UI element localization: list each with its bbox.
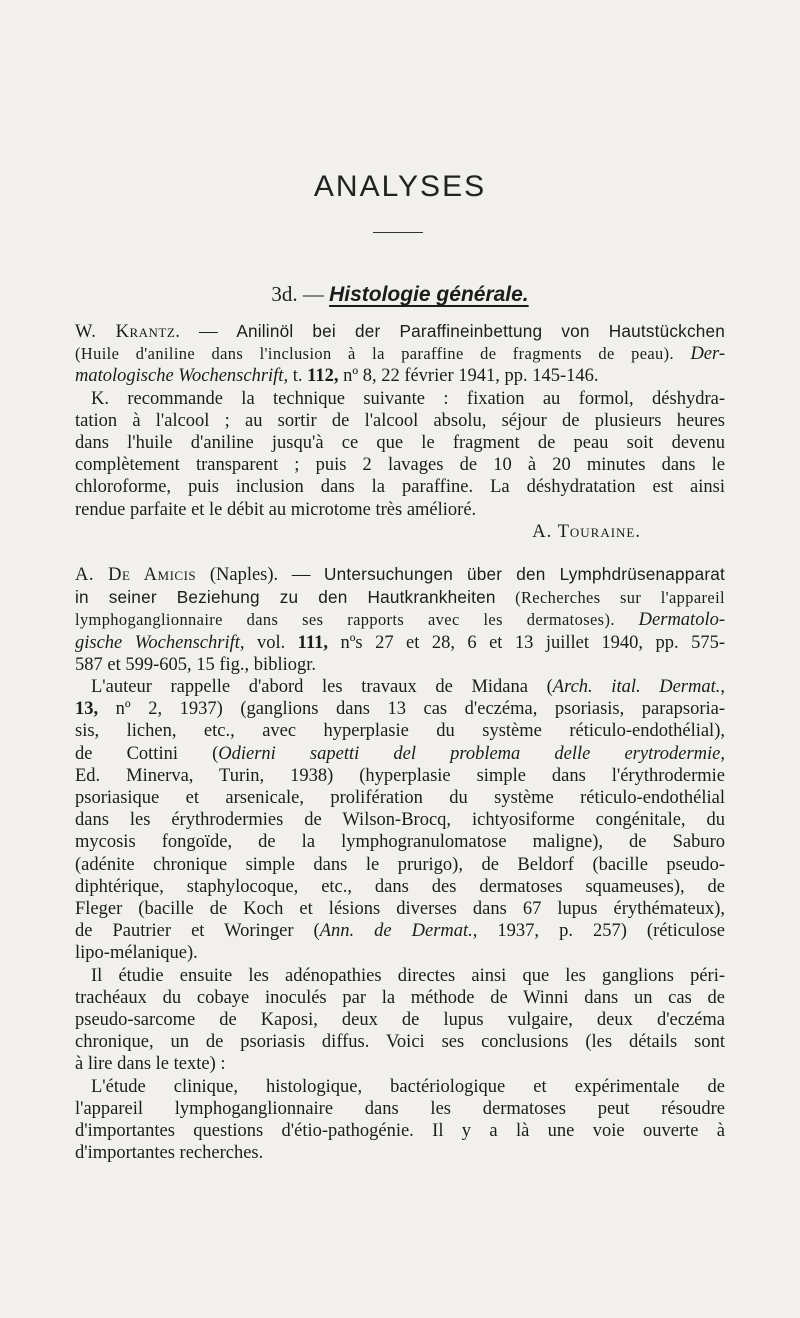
text-line: sis, lichen, etc., avec hyperplasie du système réticulo-endothélial),	[75, 721, 725, 742]
journal-name: Dermatolo-	[638, 610, 725, 631]
article-title: in seiner Beziehung zu den Hautkrankheiten	[75, 587, 496, 608]
text-line: diphtérique, staphylocoque, etc., dans des dermatoses squameuses), de	[75, 876, 725, 897]
text-line: l'appareil lymphoganglionnaire dans les dermatoses peut résoudre	[75, 1098, 725, 1119]
text-line: K. recommande la technique suivante : fixation au formol, déshydra-	[91, 388, 725, 409]
journal-name: gische Wochenschrift,	[75, 632, 245, 653]
signature: A. Touraine.	[532, 521, 641, 542]
article-de-amicis	[75, 563, 725, 1164]
text-line: psoriasique et arsenicale, prolifération du système réticulo-endothélial	[75, 788, 725, 809]
text-line: Fleger (bacille de Koch et lésions diverses dans 67 lupus érythémateux),	[75, 899, 725, 920]
text-line: 13, nº 2, 1937) (ganglions dans 13 cas d'eczéma, psoriasis, parapsoria-	[75, 699, 725, 720]
section-number: 3d. —	[271, 282, 330, 306]
article-paragraph	[75, 1076, 725, 1165]
text-line: de Cottini (Odierni sapetti del problema delle erytrodermie,	[75, 743, 725, 764]
article-title: Untersuchungen über den Lymphdrüsenapparat	[324, 564, 725, 584]
section-name: Histologie générale.	[329, 283, 529, 306]
text-line: dans les érythrodermies de Wilson-Brocq, ichtyosiforme congénitale, du	[75, 810, 725, 831]
text-line: à lire dans le texte) :	[75, 1054, 226, 1075]
article-header-line: in seiner Beziehung zu den Hautkrankheiten (Recherches sur l'appareil	[75, 587, 725, 608]
text-line: lipo-mélanique).	[75, 943, 198, 964]
text-line: d'importantes recherches.	[75, 1143, 264, 1164]
text-line: L'auteur rappelle d'abord les travaux de Midana (Arch. ital. Dermat.,	[91, 677, 725, 698]
section-heading	[0, 282, 800, 307]
text-line: Ed. Minerva, Turin, 1938) (hyperplasie simple dans l'érythrodermie	[75, 765, 725, 786]
text-line: Il étudie ensuite les adénopathies directes ainsi que les ganglions péri-	[91, 965, 725, 986]
text-line: tation à l'alcool ; au sortir de l'alcool absolu, séjour de plusieurs heures	[75, 410, 725, 431]
article-header-line: lymphoganglionnaire dans ses rapports avec les dermatoses). Dermatolo-	[75, 610, 725, 631]
text-line: chloroforme, puis inclusion dans la paraffine. La déshydratation est ainsi	[75, 477, 725, 498]
text-line: dans l'huile d'aniline jusqu'à ce que le fragment de peau soit devenu	[75, 433, 725, 454]
article-paragraph	[75, 676, 725, 965]
article-header-line: 587 et 599-605, 15 fig., bibliogr.	[75, 654, 316, 675]
text-line: L'étude clinique, histologique, bactériologique et expérimentale de	[91, 1076, 725, 1097]
page-title: ANALYSES	[313, 170, 487, 203]
text-line: mycosis fongoïde, de la lymphogranulomatose maligne), de Saburo	[75, 832, 725, 853]
text-line: rendue parfaite et le débit au microtome très amélioré.	[75, 499, 477, 520]
text-line: (adénite chronique simple dans le prurigo), de Beldorf (bacille pseudo-	[75, 854, 725, 875]
article-body	[75, 388, 725, 521]
article-header-line: gische Wochenschrift, vol. 111, nºs 27 et 28, 6 et 13 juillet 1940, pp. 575-	[75, 632, 725, 653]
text-line: pseudo-sarcome de Kaposi, deux de lupus vulgaire, deux d'eczéma	[75, 1010, 725, 1031]
article-paragraph	[75, 965, 725, 1076]
article-header-line: (Huile d'aniline dans l'inclusion à la paraffine de fragments de peau). Der-	[75, 344, 725, 365]
journal-name: Der-	[690, 344, 725, 365]
title-rule	[373, 232, 423, 233]
article-header-line: A. De Amicis (Naples). — Untersuchungen über den Lymphdrüsenapparat	[75, 564, 725, 585]
article-author: W. Krantz.	[75, 322, 181, 342]
article-header-line: W. Krantz. — Anilinöl bei der Paraffineinbettung von Hautstückchen	[75, 321, 725, 342]
article-author: A. De Amicis	[75, 565, 197, 585]
text-line: chronique, un de psoriasis diffus. Voici ses conclusions (les détails sont	[75, 1032, 725, 1053]
article-title: Anilinöl bei der Paraffineinbettung von Hautstückchen	[236, 321, 725, 341]
article-krantz	[75, 320, 725, 543]
text-line: d'importantes questions d'étio-pathogénie. Il y a là une voie ouverte à	[75, 1121, 725, 1142]
journal-name: matologische Wochenschrift,	[75, 366, 289, 387]
text-line: trachéaux du cobaye inoculés par la méthode de Winni dans un cas de	[75, 987, 725, 1008]
article-header-line: matologische Wochenschrift, t. 112, nº 8, 22 février 1941, pp. 145-146.	[75, 366, 599, 387]
text-line: complètement transparent ; puis 2 lavages de 10 à 20 minutes dans le	[75, 455, 725, 476]
text-line: de Pautrier et Woringer (Ann. de Dermat., 1937, p. 257) (réticulose	[75, 921, 725, 942]
